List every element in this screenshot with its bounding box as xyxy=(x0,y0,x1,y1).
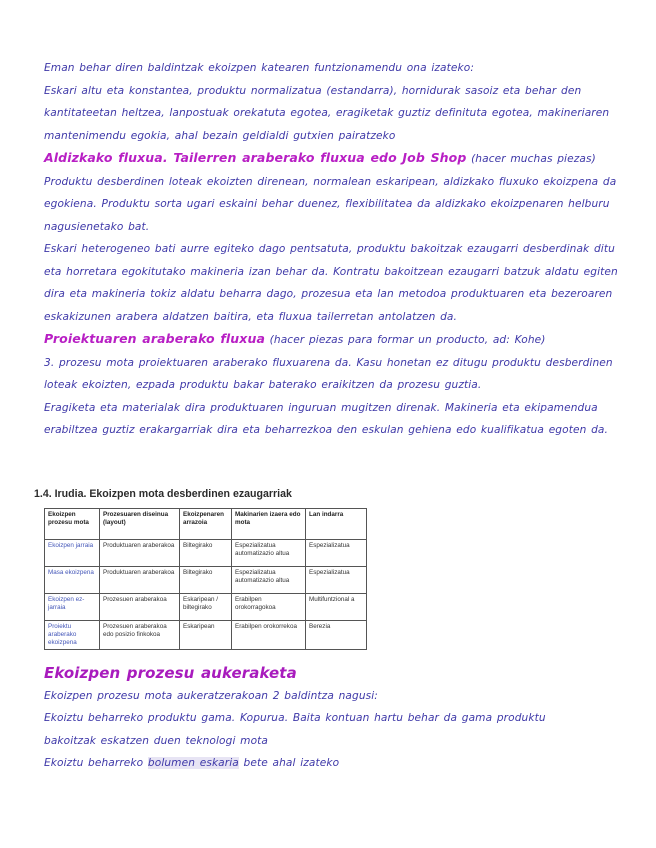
table-row xyxy=(45,594,367,621)
table-header-cell: Ekoizpen prozesu mota xyxy=(45,509,100,540)
table-cell: Eskaripean xyxy=(180,621,232,650)
table-header-row xyxy=(45,509,367,540)
table-cell: Prozesuen araberakoa edo posizio finkokoa xyxy=(100,621,180,650)
table-cell: Multifuntzional a xyxy=(306,594,367,621)
table-row xyxy=(45,567,367,594)
project-paragraph-1: 3. prozesu mota proiektuaren araberako fluxuarena da. Kasu honetan ez ditugu produktu desberdinen loteak ekoizten, ezpada produktu bakar baterako eraikitzen da prozesu guztia. xyxy=(44,356,613,391)
notes-bottom-block xyxy=(44,662,634,775)
table-header-cell: Prozesuaren diseinua (layout) xyxy=(100,509,180,540)
table-cell: Eskaripean / biltegirako xyxy=(180,594,232,621)
intro-line: Eman behar diren baldintzak ekoizpen katearen funtzionamendu ona izateko: xyxy=(44,62,475,74)
table-row xyxy=(45,621,367,650)
table-cell: Erabilpen orokorrekoa xyxy=(232,621,306,650)
job-shop-paragraph-2: Eskari heterogeneo bati aurre egiteko dago pentsatuta, produktu bakoitzak ezaugarri desberdinak ditu eta horretara egokitutako makineria izan behar da. Kontratu bakoitzean ezaugarri batzuk aldatu egiten dira eta makineria tokiz aldatu beharra dago, prozesua eta lan metodoa produktuaren eta bezeroaren eskakizunen arabera aldatzen baitira, eta fluxua tailerretan antolatzen da. xyxy=(44,243,618,323)
table-cell: Produktuaren araberakoa xyxy=(100,540,180,567)
table-cell: Ekoizpen ez-jarraia xyxy=(45,594,100,621)
highlighted-phrase: bolumen eskaria xyxy=(147,757,239,769)
selection-item-2-start: Ekoiztu beharreko xyxy=(44,757,148,769)
table-cell: Espezializatua xyxy=(306,567,367,594)
conditions-paragraph: Eskari altu eta konstantea, produktu normalizatua (estandarra), hornidurak sasoiz eta behar den kantitateetan heltzea, lanpostuak orekatuta egotea, eragiketak guztiz definituta egotea, makineriaren mantenimendu egokia, ahal bezain geldialdi gutxien pairatzeko xyxy=(44,84,610,142)
table-header-cell: Lan indarra xyxy=(306,509,367,540)
table-cell: Espezializatua automatizazio altua xyxy=(232,540,306,567)
notes-top-block xyxy=(44,57,634,442)
table-cell: Ekoizpen jarraia xyxy=(45,540,100,567)
table-cell: Masa ekoizpena xyxy=(45,567,100,594)
table-cell: Biltegirako xyxy=(180,567,232,594)
table-cell: Proiektu araberako ekoizpena xyxy=(45,621,100,650)
heading-job-shop-note: (hacer muchas piezas) xyxy=(471,153,596,165)
selection-item-2-end: bete ahal izateko xyxy=(238,757,340,769)
project-paragraph-2: Eragiketa eta materialak dira produktuaren inguruan mugitzen direnak. Makineria eta ekipamendua erabiltzea guztiz erakargarriak dira eta beharrezkoa den eskulan gehiena edo kualifikatua egoten da. xyxy=(44,401,608,436)
table-header-cell: Makinarien izaera edo mota xyxy=(232,509,306,540)
figure-title: 1.4. Irudia. Ekoizpen mota desberdinen ezaugarriak xyxy=(34,488,292,500)
table-cell: Erabilpen orokorragokoa xyxy=(232,594,306,621)
production-types-table xyxy=(44,508,367,650)
heading-job-shop-title: Aldizkako fluxua. Tailerren araberako fluxua edo Job Shop xyxy=(44,150,467,165)
heading-project-title: Proiektuaren araberako fluxua xyxy=(44,331,265,346)
heading-process-selection: Ekoizpen prozesu aukeraketa xyxy=(44,664,297,682)
table-row xyxy=(45,540,367,567)
selection-item-2 xyxy=(44,752,634,775)
heading-job-shop xyxy=(44,147,634,171)
table-cell: Espezializatua xyxy=(306,540,367,567)
table-cell: Berezia xyxy=(306,621,367,650)
heading-project-note: (hacer piezas para formar un producto, ad: Kohe) xyxy=(269,334,546,346)
job-shop-paragraph-1: Produktu desberdinen loteak ekoizten direnean, normalean eskaripean, aldizkako fluxuko ekoizpena da egokiena. Produktu sorta ugari eskaini behar duenez, flexibilitatea da aldizkako ekoizpenaren helburu nagusienetako bat. xyxy=(44,175,617,233)
selection-item-1-cont: bakoitzak eskatzen duen teknologi mota xyxy=(44,734,269,747)
table-cell: Espezializatua automatizazio altua xyxy=(232,567,306,594)
table-cell: Produktuaren araberakoa xyxy=(100,567,180,594)
selection-intro: Ekoizpen prozesu mota aukeratzerakoan 2 baldintza nagusi: xyxy=(44,689,378,702)
table-header-cell: Ekoizpenaren arrazoia xyxy=(180,509,232,540)
heading-project xyxy=(44,328,634,352)
table-cell: Prozesuen araberakoa xyxy=(100,594,180,621)
table-cell: Biltegirako xyxy=(180,540,232,567)
selection-item-1: Ekoiztu beharreko produktu gama. Kopurua. Baita kontuan hartu behar da gama produktu xyxy=(44,712,546,724)
